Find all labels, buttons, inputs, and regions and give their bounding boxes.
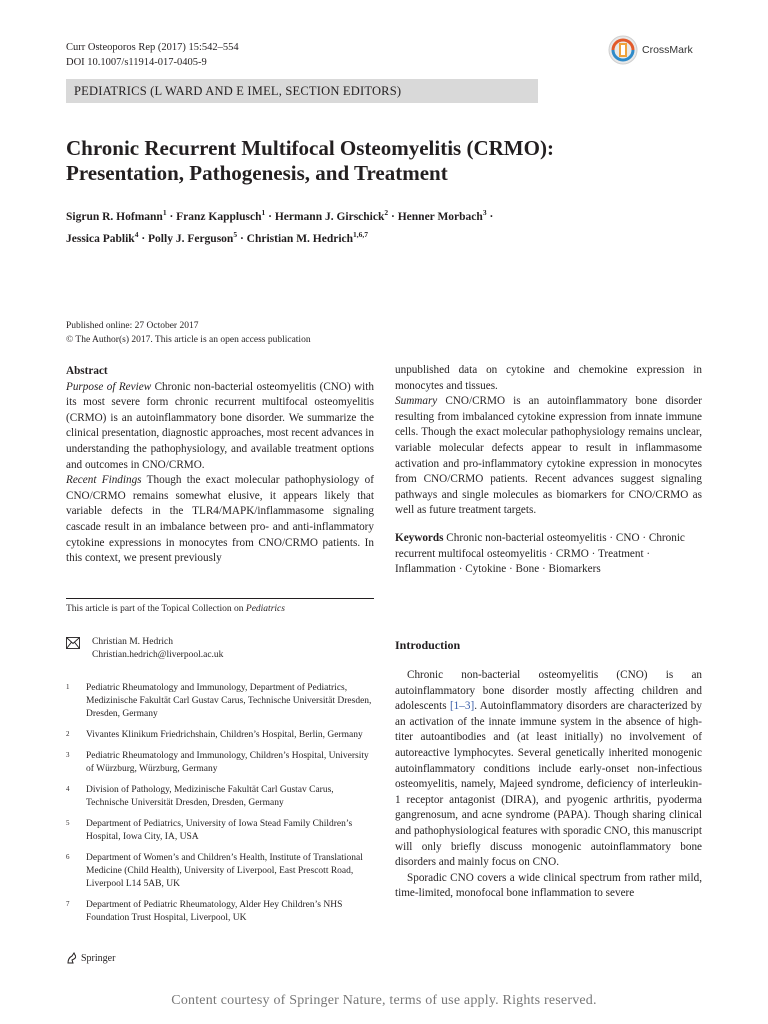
affiliation-number: 1 <box>66 683 70 691</box>
author-affiliation: 5 <box>233 229 238 239</box>
crossmark-label: CrossMark <box>642 44 693 56</box>
affiliation-item <box>66 784 374 810</box>
affiliation-number: 5 <box>66 819 70 827</box>
purpose-label: Purpose of Review <box>66 380 152 393</box>
findings-label: Recent Findings <box>66 474 142 487</box>
crossmark-icon <box>608 35 638 65</box>
author-name[interactable]: Hermann J. Girschick <box>274 210 385 223</box>
correspondence-email[interactable]: Christian.hedrich@liverpool.ac.uk <box>92 650 224 660</box>
introduction-paragraph-1 <box>395 668 702 871</box>
title-line-1: Chronic Recurrent Multifocal Osteomyelitis (CRMO): <box>66 136 554 160</box>
springer-horse-icon <box>66 952 78 964</box>
author-name[interactable]: Polly J. Ferguson <box>148 232 234 245</box>
author-affiliation: 1 <box>162 208 167 217</box>
journal-meta <box>66 40 239 70</box>
affiliation-item <box>66 682 374 721</box>
topical-collection-note <box>66 604 285 614</box>
footnote-divider <box>66 598 374 599</box>
topical-collection-name[interactable]: Pediatrics <box>245 604 285 614</box>
abstract-left-column <box>66 364 374 567</box>
affiliations-list <box>66 682 374 933</box>
affiliation-number: 3 <box>66 751 70 759</box>
crossmark-badge[interactable] <box>608 30 720 70</box>
springer-wordmark: Springer <box>81 952 116 964</box>
keywords-label: Keywords <box>395 531 444 544</box>
publication-info <box>66 319 311 347</box>
journal-citation: Curr Osteoporos Rep (2017) 15:542–554 <box>66 42 239 53</box>
keywords <box>395 531 702 578</box>
affiliation-text: Department of Women’s and Children’s Health, Institute of Translational Medicine (Child Health), University of Liverpool, East Prescott Road, Liverpool L14 5AB, UK <box>86 853 363 889</box>
published-date: Published online: 27 October 2017 <box>66 321 199 331</box>
citation-link[interactable]: [1–3] <box>449 700 475 713</box>
author-affiliation: 1,6,7 <box>353 229 369 239</box>
introduction-paragraph-2: Sporadic CNO covers a wide clinical spectrum from rather mild, time-limited, monofocal bone inflammation to severe <box>395 871 702 900</box>
affiliation-text: Pediatric Rheumatology and Immunology, Department of Pediatrics, Medizinische Fakultät Carl Gustav Carus, Technische Universität Dresden, Dresden, Germany <box>86 683 372 719</box>
summary-label: Summary <box>395 395 438 408</box>
affiliation-item <box>66 852 374 891</box>
abstract-purpose <box>66 380 374 474</box>
affiliation-number: 7 <box>66 900 70 908</box>
summary-text: CNO/CRMO is an autoinflammatory bone disorder resulting from imbalanced cytokine expression from innate immune cells. Though the exact molecular pathophysiology remains unclear, variable molecular defects appear to result in inflammasome activation and pro-inflammatory cytokine expression in monocytes from CNO/CRMO patients. Recent advances suggest signaling pathways and single molecules as biomarkers for CNO/CRMO as well as future treatment targets. <box>395 395 702 517</box>
keywords-text: Chronic non-bacterial osteomyelitis · CNO · Chronic recurrent multifocal osteomyelitis · CRMO · Treatment · Inflammation · Cytokine · Bone · Biomarkers <box>395 531 685 576</box>
article-title <box>66 136 706 186</box>
affiliation-text: Pediatric Rheumatology and Immunology, Children’s Hospital, University of Würzburg, Würzburg, Germany <box>86 751 369 774</box>
affiliation-number: 4 <box>66 785 70 793</box>
envelope-icon <box>66 637 80 649</box>
affiliation-text: Division of Pathology, Medizinische Fakultät Carl Gustav Carus, Technische Universität Dresden, Dresden, Germany <box>86 785 334 808</box>
affiliation-number: 6 <box>66 853 70 861</box>
author-affiliation: 3 <box>482 208 487 217</box>
affiliation-item <box>66 750 374 776</box>
intro-p1-before: Chronic non-bacterial osteomyelitis (CNO) is an autoinflammatory bone disorder mostly affecting children and adolescents <box>395 669 702 713</box>
doi[interactable]: DOI 10.1007/s11914-017-0405-9 <box>66 57 207 68</box>
affiliation-text: Vivantes Klinikum Friedrichshain, Children’s Hospital, Berlin, Germany <box>86 730 363 740</box>
author-name[interactable]: Christian M. Hedrich <box>246 232 354 245</box>
affiliation-text: Department of Pediatrics, University of Iowa Stead Family Children’s Hospital, Iowa City, IA, USA <box>86 819 353 842</box>
introduction-body <box>395 668 702 902</box>
author-affiliation: 2 <box>384 208 389 217</box>
content-courtesy-note: Content courtesy of Springer Nature, terms of use apply. Rights reserved. <box>171 993 597 1008</box>
topical-prefix: This article is part of the Topical Collection on <box>66 604 246 614</box>
author-affiliation: 1 <box>261 208 266 217</box>
author-affiliation: 4 <box>134 229 139 239</box>
springer-logo <box>66 952 115 964</box>
author-name[interactable]: Henner Morbach <box>397 210 483 223</box>
affiliation-number: 2 <box>66 730 70 738</box>
affiliation-item <box>66 729 374 742</box>
affiliation-text: Department of Pediatric Rheumatology, Alder Hey Children’s NHS Foundation Trust Hospital, Liverpool, UK <box>86 900 343 923</box>
correspondence-details <box>92 636 223 662</box>
abstract-heading: Abstract <box>66 365 108 377</box>
copyright-notice: © The Author(s) 2017. This article is an open access publication <box>66 335 311 345</box>
findings-text: Though the exact molecular pathophysiology of CNO/CRMO remains somewhat elusive, it appears likely that variable defects in the TLR4/MAPK/inflammasome signaling cascade result in an imbalance between pro- and anti-inflammatory cytokine expressions in monocytes from CNO/CRMO patients. In this context, we present previously <box>66 474 374 565</box>
author-name[interactable]: Franz Kapplusch <box>176 210 262 223</box>
purpose-text: Chronic non-bacterial osteomyelitis (CNO) with its most severe form chronic recurrent multifocal osteomyelitis (CRMO) is an autoinflammatory bone disorder. We summarize the clinical presentation, diagnostic approaches, most recent advances in understanding the pathophysiology, and available treatment options and outcomes in CNO/CRMO. <box>66 380 374 471</box>
correspondence <box>66 636 223 662</box>
abstract-findings <box>66 473 374 567</box>
abstract-continued: unpublished data on cytokine and chemokine expression in monocytes and tissues. <box>395 364 702 392</box>
correspondence-name: Christian M. Hedrich <box>92 637 174 647</box>
title-line-2: Presentation, Pathogenesis, and Treatment <box>66 161 448 185</box>
affiliation-item <box>66 899 374 925</box>
author-name[interactable]: Sigrun R. Hofmann <box>66 210 163 223</box>
affiliation-item <box>66 818 374 844</box>
abstract-summary <box>395 394 702 519</box>
abstract-right-column <box>395 363 702 578</box>
intro-p1-after: . Autoinflammatory disorders are characterized by an activation of the innate immune system in the absence of high-titer autoantibodies and (at least initially) no involvement of autoreactive lymphocytes. Several genetically inherited monogenic autoinflammatory conditions include early-onset non-infectious osteomyelitis, namely, Majeed syndrome, deficiency of interleukin-1 receptor antagonist (DIRA), and pyogenic arthritis, pyoderma gangrenosum, and acne syndrome (PAPA). Though sharing clinical and pathophysiological features with sporadic CNO, this manuscript will only briefly discuss monogenic autoinflammatory bone disorders and mainly focus on CNO. <box>395 700 702 869</box>
introduction-heading: Introduction <box>395 638 461 652</box>
author-name[interactable]: Jessica Pablik <box>66 232 135 245</box>
author-list: Sigrun R. Hofmann$^1$ · Franz Kapplusch$^1$ · Hermann J. Girschick$^2$ · Henner Morbach$^3$ · Jessica Pablik$^4$ · Polly J. Ferguson$^5$ · Christian M. Hedrich$^{1,6,7}$ <box>66 208 494 245</box>
section-banner: PEDIATRICS (L WARD AND E IMEL, SECTION EDITORS) <box>66 79 538 103</box>
